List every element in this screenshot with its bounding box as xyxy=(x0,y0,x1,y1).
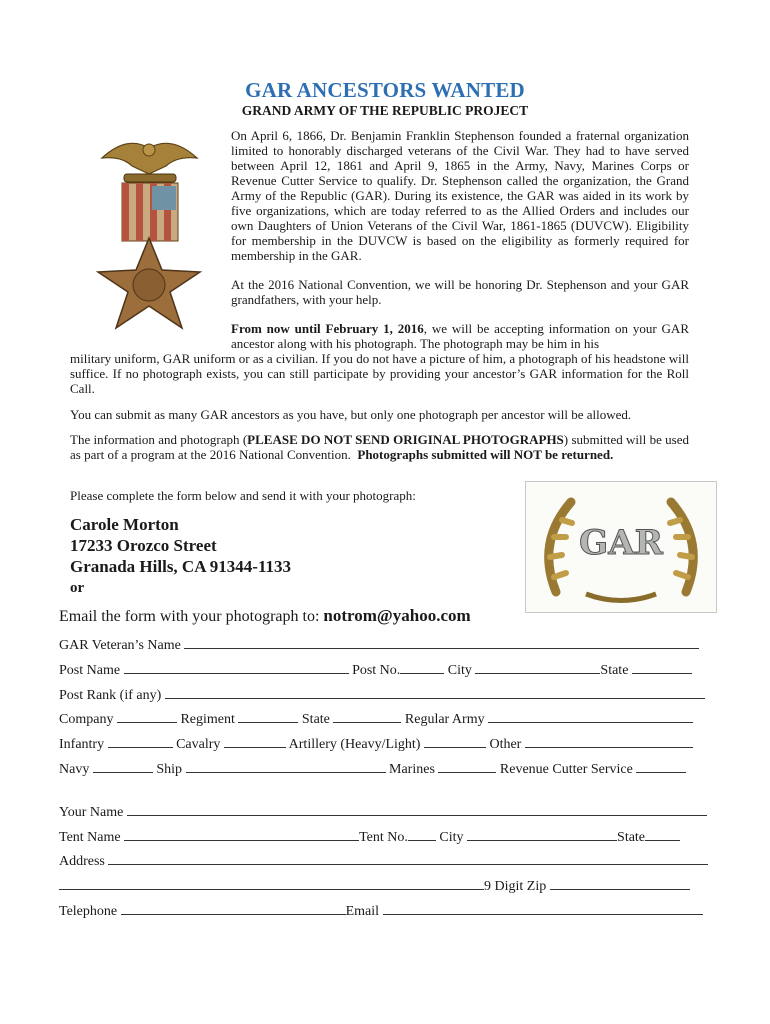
revenue-field[interactable] xyxy=(636,760,686,773)
veteran-name-row xyxy=(59,636,719,654)
navy-label: Navy xyxy=(59,762,90,777)
unit-state-field[interactable] xyxy=(333,710,401,723)
address-street: 17233 Orozco Street xyxy=(70,536,217,555)
form-instruction: Please complete the form below and send it with your photograph: xyxy=(70,488,416,503)
photo-notice-a: The information and photograph ( xyxy=(70,432,248,447)
unit-state-label: State xyxy=(301,712,330,727)
contact-row xyxy=(59,902,719,920)
revenue-label: Revenue Cutter Service xyxy=(499,762,633,777)
deadline-date: From now until February 1, 2016 xyxy=(231,321,424,336)
post-no-label: Post No. xyxy=(352,663,401,678)
tent-row xyxy=(59,828,719,846)
your-name-label: Your Name xyxy=(59,805,124,820)
marines-field[interactable] xyxy=(438,760,496,773)
post-row xyxy=(59,661,719,679)
navy-field[interactable] xyxy=(93,760,153,773)
photo-notice-paragraph xyxy=(70,432,689,462)
photo-return-notice: Photographs submitted will NOT be returned. xyxy=(357,447,614,462)
post-city-label: City xyxy=(447,663,472,678)
company-label: Company xyxy=(59,712,114,727)
post-name-label: Post Name xyxy=(59,663,121,678)
photo-notice-bold: PLEASE DO NOT SEND ORIGINAL PHOTOGRAPHS xyxy=(247,432,564,447)
tent-state-field[interactable] xyxy=(645,828,680,841)
ancestors-paragraph: You can submit as many GAR ancestors as you have, but only one photograph per ancestor will be allowed. xyxy=(70,407,632,422)
telephone-field[interactable] xyxy=(121,902,346,915)
post-rank-field[interactable] xyxy=(165,686,705,699)
post-state-field[interactable] xyxy=(632,661,692,674)
your-name-field[interactable] xyxy=(127,803,707,816)
tent-name-label: Tent Name xyxy=(59,830,121,845)
regiment-label: Regiment xyxy=(180,712,235,727)
tent-no-field[interactable] xyxy=(408,828,436,841)
infantry-field[interactable] xyxy=(108,735,173,748)
address-label: Address xyxy=(59,854,105,869)
company-field[interactable] xyxy=(117,710,177,723)
deadline-text-a: , we will be accepting information on your GAR ancestor along with his photograph. The photograph may be him in his xyxy=(231,321,689,351)
other-label: Other xyxy=(489,737,522,752)
ship-field[interactable] xyxy=(186,760,386,773)
address-or: or xyxy=(70,580,85,596)
ship-label: Ship xyxy=(156,762,183,777)
telephone-label: Telephone xyxy=(59,904,118,919)
address-city: Granada Hills, CA 91344-1133 xyxy=(70,557,292,576)
marines-label: Marines xyxy=(389,762,435,777)
address-row xyxy=(59,852,719,870)
veteran-name-label: GAR Veteran’s Name xyxy=(59,638,181,653)
address-name: Carole Morton xyxy=(70,515,179,534)
zip-field[interactable] xyxy=(550,877,690,890)
contact-email-label: Email xyxy=(345,904,380,919)
infantry-label: Infantry xyxy=(59,737,105,752)
address-field[interactable] xyxy=(108,852,708,865)
page-subtitle: GRAND ARMY OF THE REPUBLIC PROJECT xyxy=(241,103,529,118)
badge-text: GAR xyxy=(579,523,663,563)
regular-army-field[interactable] xyxy=(488,710,693,723)
cavalry-field[interactable] xyxy=(224,735,286,748)
tent-name-field[interactable] xyxy=(124,828,359,841)
tent-state-label: State xyxy=(617,830,646,845)
photo-notice-b: ) submitted will be used as part of a program at the 2016 National Convention. xyxy=(70,432,689,462)
naval-row xyxy=(59,760,719,778)
tent-city-label: City xyxy=(439,830,464,845)
gar-badge-image xyxy=(525,481,717,613)
tent-no-label: Tent No. xyxy=(359,830,408,845)
zip-label: 9 Digit Zip xyxy=(484,879,547,894)
post-state-label: State xyxy=(600,663,629,678)
your-name-row xyxy=(59,803,719,821)
artillery-field[interactable] xyxy=(424,735,486,748)
email-label: Email the form with your photograph to: xyxy=(59,608,320,625)
post-name-field[interactable] xyxy=(124,661,349,674)
regular-army-label: Regular Army xyxy=(404,712,485,727)
branch-row xyxy=(59,735,719,753)
artillery-label: Artillery (Heavy/Light) xyxy=(288,737,421,752)
email-line xyxy=(59,606,471,626)
other-field[interactable] xyxy=(525,735,693,748)
contact-email-field[interactable] xyxy=(383,902,703,915)
address-line2-field[interactable] xyxy=(59,877,484,890)
regiment-field[interactable] xyxy=(238,710,298,723)
deadline-paragraph-top xyxy=(231,321,689,351)
email-address[interactable]: notrom@yahoo.com xyxy=(323,606,471,625)
veteran-name-field[interactable] xyxy=(184,636,699,649)
post-no-field[interactable] xyxy=(400,661,444,674)
gar-medal-image xyxy=(82,130,217,335)
deadline-paragraph-bottom: military uniform, GAR uniform or as a civilian. If you do not have a picture of him, a photograph of his headstone will suffice. If no photograph exists, you can still participate by providing your ancestor’s GAR information for the Roll Call. xyxy=(70,351,689,396)
unit-row xyxy=(59,710,719,728)
cavalry-label: Cavalry xyxy=(176,737,221,752)
page-title: GAR ANCESTORS WANTED xyxy=(245,78,525,102)
zip-row xyxy=(59,877,719,895)
intro-paragraph: On April 6, 1866, Dr. Benjamin Franklin Stephenson founded a fraternal organization limited to honorably discharged veterans of the Civil War. They had to have served between April 12, 1861 and April 9, 1865 in the Army, Navy, Marines Corps or Revenue Cutter Service to qualify. Dr. Stephenson called the organization, the Grand Army of the Republic (GAR). During its existence, the GAR was aided in its work by five organizations, which are today referred to as the Allied Orders and includes our own Daughters of Union Veterans of the Civil War, 1861-1865 (DUVCW). Eligibility for membership in the DUVCW is based on the eligibility as formerly required for membership in the GAR. xyxy=(231,128,689,263)
convention-paragraph: At the 2016 National Convention, we will be honoring Dr. Stephenson and your GAR grandfathers, with your help. xyxy=(231,277,689,307)
tent-city-field[interactable] xyxy=(467,828,617,841)
post-rank-label: Post Rank (if any) xyxy=(59,688,162,703)
post-city-field[interactable] xyxy=(475,661,600,674)
post-rank-row xyxy=(59,686,719,704)
